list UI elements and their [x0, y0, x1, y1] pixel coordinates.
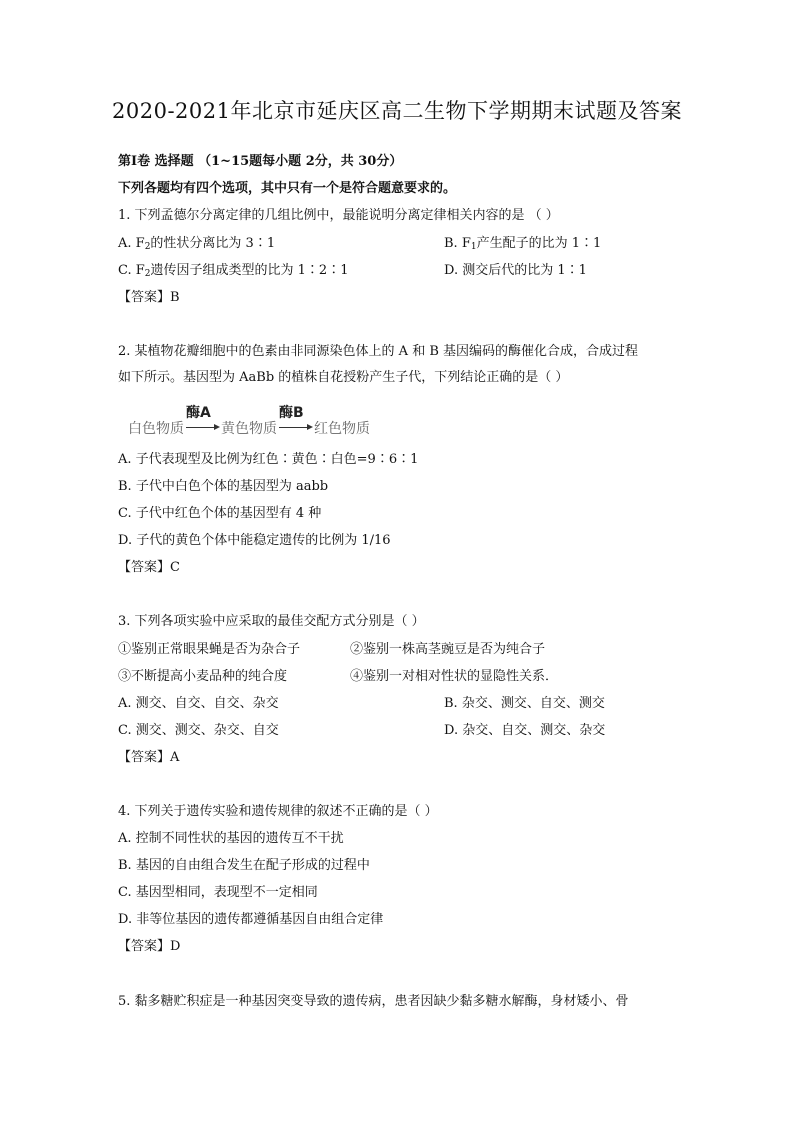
- white-substance-label: 白色物质: [128, 421, 184, 437]
- arrow-2-head-icon: [307, 424, 313, 430]
- page-title: 2020-2021年北京市延庆区高二生物下学期期末试题及答案: [112, 99, 682, 123]
- q3-item-2: ②鉴别一株高茎豌豆是否为纯合子: [350, 642, 546, 657]
- enzyme-a-label: 酶A: [186, 405, 211, 421]
- q1-answer: 【答案】B: [118, 290, 180, 305]
- q3-item-3: ③不断提高小麦品种的纯合度: [118, 669, 288, 684]
- q4-option-a: A. 控制不同性状的基因的遗传互不干扰: [118, 831, 344, 846]
- q3-item-4: ④鉴别一对相对性状的显隐性关系．: [350, 669, 559, 684]
- q1-option-a: A. $F_2$的性状分离比为 3∶1: [118, 236, 276, 252]
- q3-answer: 【答案】A: [118, 750, 180, 765]
- q3-item-1: ①鉴别正常眼果蝇是否为杂合子: [118, 642, 301, 657]
- q2-answer: 【答案】C: [118, 560, 180, 575]
- q3-option-b: B. 杂交、测交、自交、测交: [444, 696, 605, 711]
- q4-stem: 4. 下列关于遗传实验和遗传规律的叙述不正确的是（ ）: [118, 804, 438, 819]
- q3-stem: 3. 下列各项实验中应采取的最佳交配方式分别是（ ）: [118, 614, 425, 629]
- pathway-diagram: [128, 402, 388, 438]
- q1-stem: 1. 下列孟德尔分离定律的几组比例中，最能说明分离定律相关内容的是 （ ）: [118, 208, 559, 223]
- q2-stem-line2: 如下所示。基因型为 AaBb 的植株自花授粉产生子代，下列结论正确的是（ ）: [118, 370, 569, 385]
- q1-option-c: C. $F_2$遗传因子组成类型的比为 1∶2∶1: [118, 263, 349, 279]
- yellow-substance-label: 黄色物质: [221, 421, 277, 437]
- q2-option-a: A. 子代表现型及比例为红色∶黄色∶白色=9∶6∶1: [118, 452, 419, 467]
- q2-option-d: D. 子代的黄色个体中能稳定遗传的比例为 1/16: [118, 533, 391, 548]
- q2-option-b: B. 子代中白色个体的基因型为 aabb: [118, 479, 329, 494]
- q1-option-b: B. $F_1$产生配子的比为 1∶1: [444, 236, 602, 252]
- enzyme-b-label: 酶B: [279, 405, 304, 421]
- q4-option-d: D. 非等位基因的遗传都遵循基因自由组合定律: [118, 912, 384, 927]
- q3-option-d: D. 杂交、自交、测交、杂交: [444, 723, 606, 738]
- section-instruction: 下列各题均有四个选项，其中只有一个是符合题意要求的。: [118, 181, 457, 196]
- q3-option-a: A. 测交、自交、自交、杂交: [118, 696, 279, 711]
- q4-answer: 【答案】D: [118, 939, 181, 954]
- section-heading: 第Ⅰ卷 选择题 （1~15题每小题 2分，共 30分）: [118, 154, 403, 169]
- q1-option-d: D. 测交后代的比为 1∶1: [444, 263, 587, 278]
- q5-stem: 5. 黏多糖贮积症是一种基因突变导致的遗传病，患者因缺少黏多糖水解酶，身材矮小、骨: [118, 994, 629, 1009]
- red-substance-label: 红色物质: [314, 421, 370, 437]
- arrow-1: [186, 427, 214, 428]
- q3-option-c: C. 测交、测交、杂交、自交: [118, 723, 279, 738]
- q4-option-b: B. 基因的自由组合发生在配子形成的过程中: [118, 858, 370, 873]
- q2-option-c: C. 子代中红色个体的基因型有 4 种: [118, 506, 322, 521]
- arrow-2: [279, 427, 307, 428]
- q4-option-c: C. 基因型相同，表现型不一定相同: [118, 885, 318, 900]
- q2-stem-line1: 2. 某植物花瓣细胞中的色素由非同源染色体上的 A 和 B 基因编码的酶催化合成，合成过程: [118, 344, 639, 359]
- arrow-1-head-icon: [214, 424, 220, 430]
